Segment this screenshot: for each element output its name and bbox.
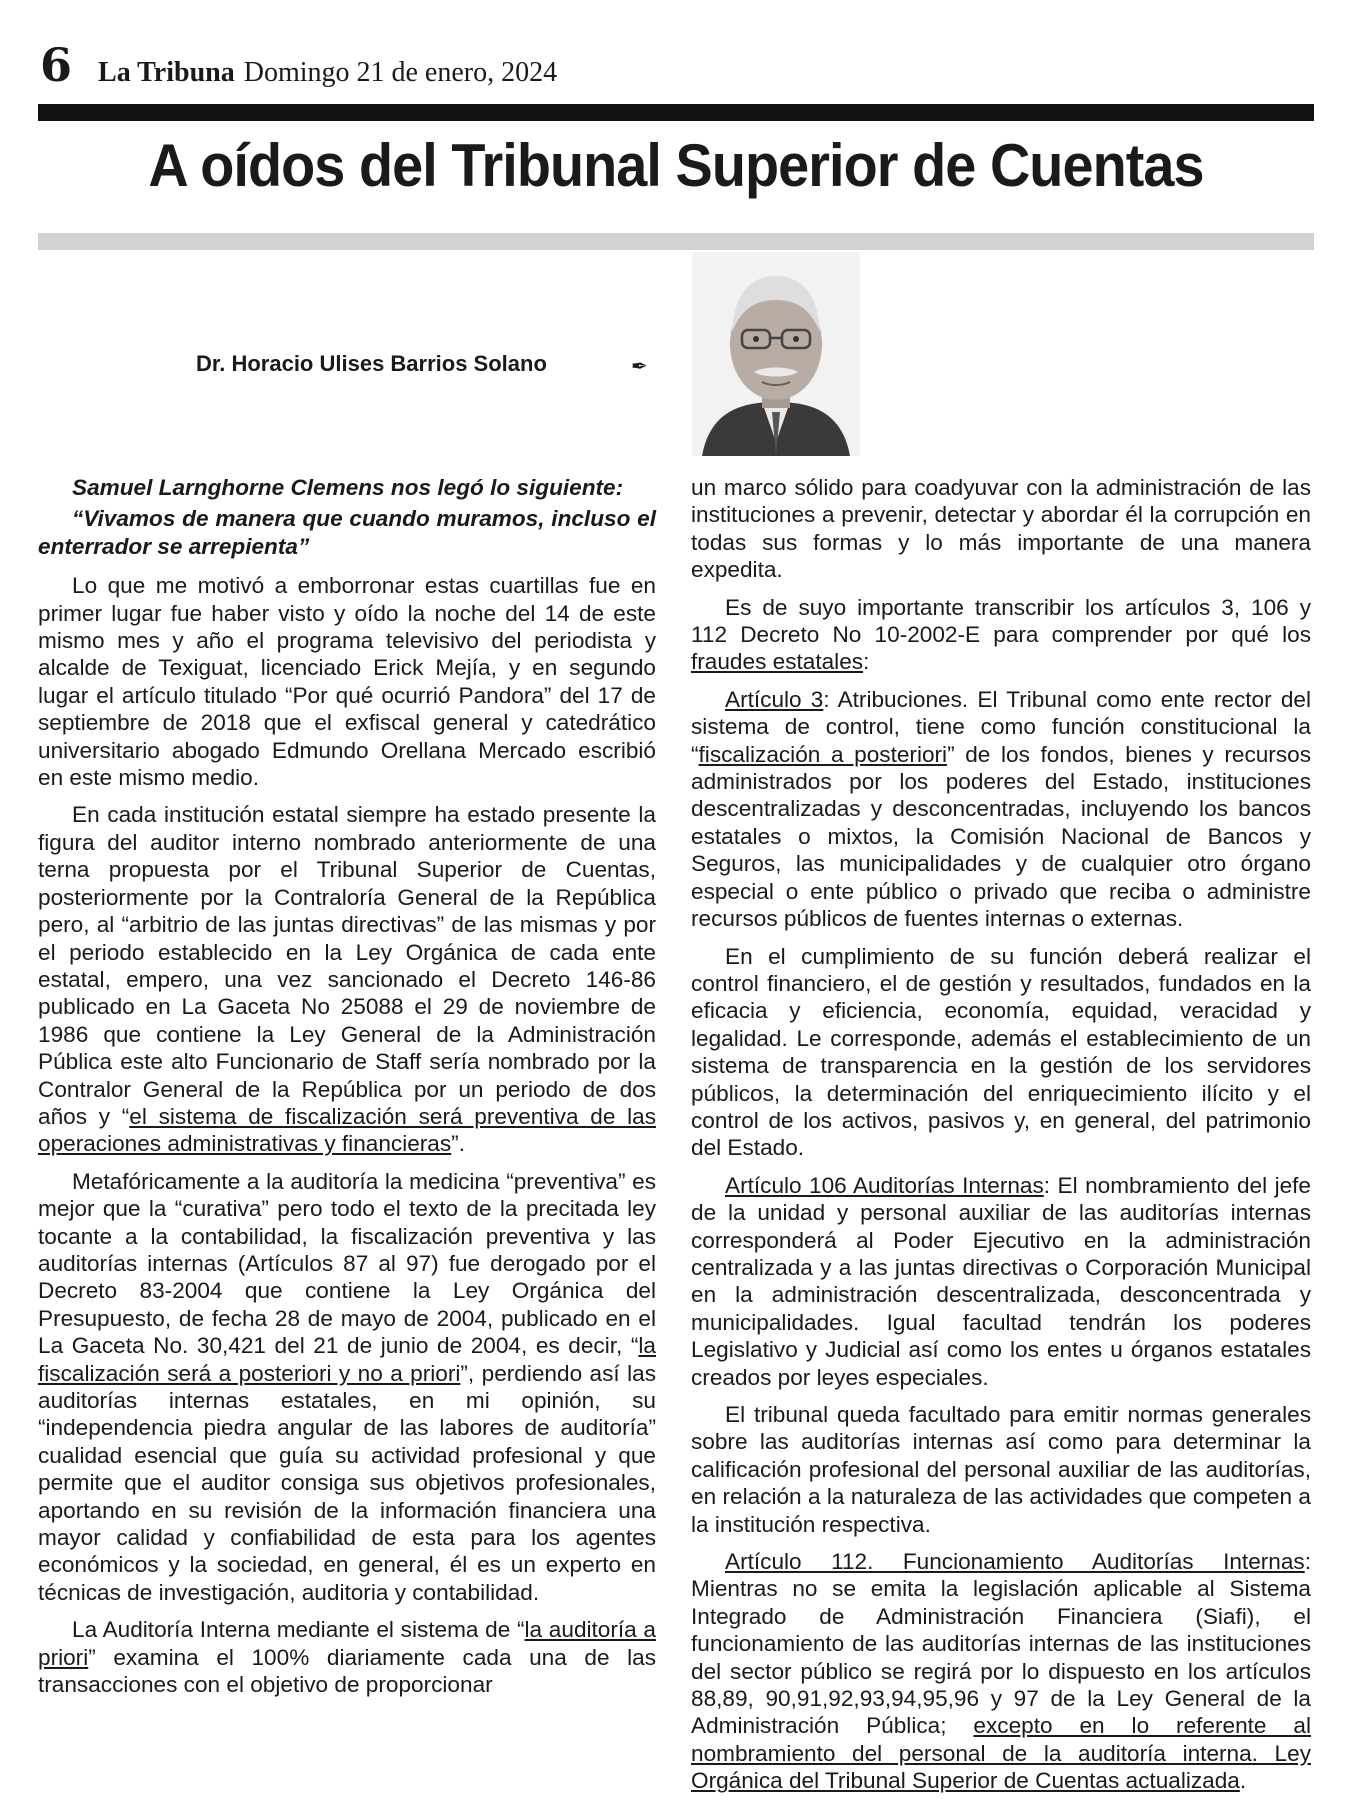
article-106: Artículo 106 Auditorías Internas: El nombramiento del jefe de la unidad y personal auxiliar de las auditorías internas corresponderá al Poder Ejecutivo en la administración centralizada y a las juntas directivas o Corporación Municipal en la administración descentralizada, desconcentrada y municipalidades. Igual facultad tendrán los poderes Legislativo y Judicial así como los entes u órganos estatales creados por leyes especiales. [691,1172,1311,1390]
top-rule [38,104,1314,121]
page-title: A oídos del Tribunal Superior de Cuentas [148,132,1204,199]
paragraph: En cada institución estatal siempre ha estado presente la figura del auditor interno nombrado anteriormente de una terna propuesta por el Tribunal Superior de Cuentas, posteriormente por la Contraloría General de la República pero, al “arbitrio de las juntas directivas” de las mismas y por el periodo establecido en la Ley Orgánica de cada ente estatal, empero, una vez sancionado el Decreto 146-86 publicado en La Gaceta No 25088 el 29 de noviembre de 1986 que contiene la Ley General de la Administración Pública este alto Funcionario de Staff sería nombrado por la Contralor General de la República por un periodo de dos años y “el sistema de fiscalización será preventiva de las operaciones administrativas y financieras”. [38,802,657,1157]
article-column-left [38,474,656,1708]
author-photo [692,252,860,456]
masthead [40,38,558,92]
paragraph: El tribunal queda facultado para emitir normas generales sobre las auditorías internas así como para determinar la calificación profesional del personal auxiliar de las auditorías, en relación a la naturaleza de las actividades que competen a la institución respectiva. [691,1402,1311,1537]
author-byline: Dr. Horacio Ulises Barrios Solano [196,351,547,376]
underlined-quote: excepto en lo referente al nombramiento del personal de la auditoría interna. Ley Orgánica del Tribunal Superior de Cuentas actualizada [691,1713,1312,1794]
article-heading: Artículo 112. Funcionamiento Auditorías Internas [725,1549,1305,1575]
lead-intro: Samuel Larnghorne Clemens nos legó lo siguiente: [72,475,624,500]
paragraph: La Auditoría Interna mediante el sistema de “la auditoría a priori” examina el 100% diariamente cada una de las transacciones con el objetivo de proporcionar [38,1617,656,1698]
paragraph: Es de suyo importante transcribir los artículos 3, 106 y 112 Decreto No 10-2002-E para comprender por qué los fraudes estatales: [691,594,1311,675]
publication-date: Domingo 21 de enero, 2024 [243,57,558,88]
publication-name: La Tribuna [98,57,235,88]
article-heading: Artículo 3 [725,686,824,712]
article-112: Artículo 112. Funcionamiento Auditorías Internas: Mientras no se emita la legislación aplicable al Sistema Integrado de Administración Financiera (Siafi), el funcionamiento de las auditorías internas de las instituciones del sector público se regirá por lo dispuesto en los artículos 88,89, 90,91,92,93,94,95,96 y 97 de la Ley General de la Administración Pública; excepto en lo referente al nombramiento del personal de la auditoría interna. Ley Orgánica del Tribunal Superior de Cuentas actualizada. [691,1549,1312,1794]
paragraph: un marco sólido para coadyuvar con la administración de las instituciones a prevenir, detectar y abordar él la corrupción en todas sus formas y lo más importante de una manera expedita. [691,475,1311,583]
paragraph: Lo que me motivó a emborronar estas cuartillas fue en primer lugar fue haber visto y oído la noche del 14 de este mismo mes y año el programa televisivo del periodista y alcalde de Texiguat, licenciado Erick Mejía, y en segundo lugar el artículo titulado “Por qué ocurrió Pandora” del 17 de septiembre de 2018 que el exfiscal general y catedrático universitario abogado Edmundo Orellana Mercado escribió en este mismo medio. [38,573,656,791]
paragraph: Metafóricamente a la auditoría la medicina “preventiva” es mejor que la “curativa” pero todo el texto de la precitada ley tocante a la contabilidad, la fiscalización preventiva y las auditorías internas (Artículos 87 al 97) fue derogado por el Decreto 83-2004 que contiene la Ley Orgánica del Presupuesto, de fecha 28 de mayo de 2004, publicado en el La Gaceta No. 30,421 del 21 de junio de 2004, es decir, “la fiscalización será a posteriori y no a priori”, perdiendo así las auditorías internas estatales, en mi opinión, su “independencia piedra angular de las labores de auditoría” cualidad esencial que guía su actividad profesional y que permite que el auditor consiga sus objetivos profesionales, aportando en su revisión de la información financiera una mayor calidad y confiabilidad de esta para los agentes económicos y la sociedad, en general, él es un experto en técnicas de investigación, auditoria y contabilidad. [38,1168,656,1605]
headline-rule [38,233,1314,250]
page-number: 6 [40,38,73,92]
underlined-term: fraudes estatales [691,649,864,675]
article-heading: Artículo 106 Auditorías Internas [725,1172,1044,1198]
article-3: Artículo 3: Atribuciones. El Tribunal como ente rector del sistema de control, tiene como función constitucional la “fiscalización a posteriori” de los fondos, bienes y recursos administrados por los poderes del Estado, instituciones descentralizadas y desconcentradas, incluyendo los bancos estatales o mixtos, la Comisión Nacional de Bancos y Seguros, las municipalidades y de cualquier otro órgano especial o ente público o privado que reciba o administre recursos públicos de fuentes internas o externas. [691,686,1311,932]
underlined-quote: el sistema de fiscalización será preventiva de las operaciones administrativas y financieras [38,1103,657,1157]
pen-nib-icon: ✒ [631,354,648,378]
underlined-term: fiscalización a posteriori [698,741,948,767]
paragraph: En el cumplimiento de su función deberá realizar el control financiero, el de gestión y resultados, fundados en la eficacia y eficiencia, economía, equidad, veracidad y legalidad. Le corresponde, además el establecimiento de un sistema de transparencia en la gestión de los servidores públicos, la determinación del enriquecimiento ilícito y el control de los activos, pasivos y, en general, del patrimonio del Estado. [691,943,1311,1161]
article-column-right [691,474,1311,1805]
underlined-quote: la fiscalización será a posteriori y no a priori [38,1333,656,1386]
underlined-quote: la auditoría a priori [38,1617,656,1670]
lead-quote: “Vivamos de manera que cuando muramos, incluso el enterrador se arrepienta” [38,506,656,559]
